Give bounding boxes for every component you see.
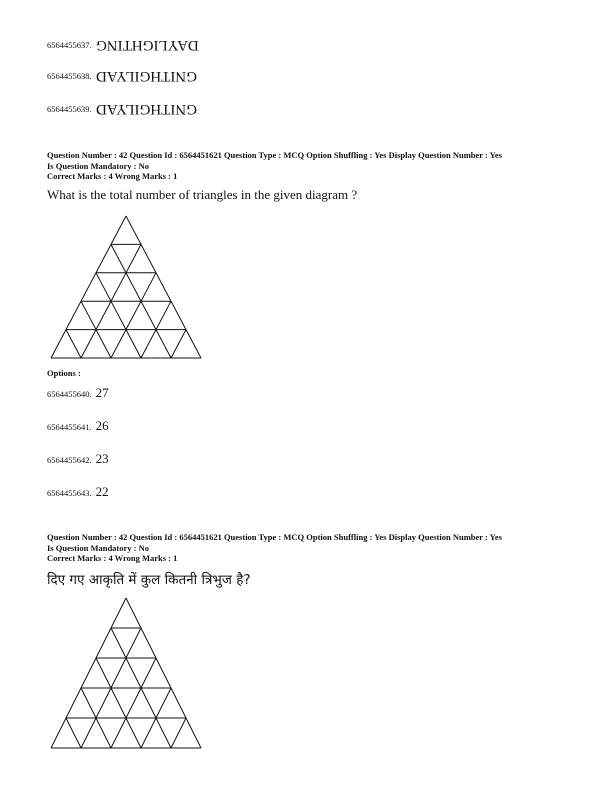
option-number: 6564455641. [47, 422, 92, 432]
option-number: 6564455639. [47, 104, 92, 114]
question-meta-line: Question Number : 42 Question Id : 6564451621 Question Type : MCQ Option Shuffling : Yes Display Question Number : Yes [47, 532, 502, 542]
option-value: 22 [95, 484, 109, 499]
triangle-edge [66, 330, 81, 358]
question-meta-line: Question Number : 42 Question Id : 6564451621 Question Type : MCQ Option Shuffling : Yes Display Question Number : Yes [47, 150, 502, 160]
option-3[interactable] [47, 451, 109, 467]
prev-option-2[interactable] [47, 67, 197, 84]
option-value: GNITHGILYAD [95, 68, 197, 84]
option-number: 6564455640. [47, 389, 92, 399]
prev-option-1[interactable] [47, 36, 198, 53]
triangle-edge [66, 718, 81, 748]
prev-option-3[interactable] [47, 100, 197, 117]
option-number: 6564455643. [47, 488, 92, 498]
triangle-edge [51, 598, 126, 748]
option-value: 23 [95, 451, 109, 466]
triangle-edge [51, 216, 126, 358]
triangle-edge [96, 273, 141, 358]
question-text-hindi: दिए गए आकृति में कुल कितनी त्रिभुज है? [47, 572, 251, 588]
triangle-edge [96, 658, 141, 748]
option-2[interactable] [47, 418, 109, 434]
question-meta-hindi [47, 532, 587, 564]
triangle-figure [51, 598, 201, 748]
question-meta-line: Correct Marks : 4 Wrong Marks : 1 [47, 553, 178, 563]
question-meta [47, 150, 587, 182]
option-value: 27 [95, 385, 109, 400]
question-meta-line: Correct Marks : 4 Wrong Marks : 1 [47, 171, 178, 181]
question-meta-line: Is Question Mandatory : No [47, 542, 150, 553]
triangle-diagram [50, 212, 210, 362]
option-number: 6564455638. [47, 71, 92, 81]
option-4[interactable] [47, 484, 109, 500]
triangle-diagram-hindi [50, 594, 210, 752]
option-value: 26 [95, 418, 109, 433]
option-number: 6564455642. [47, 455, 92, 465]
triangle-figure [51, 216, 201, 358]
option-value: DAYLIGHTING [95, 37, 199, 53]
triangle-edge [126, 598, 201, 748]
question-text: What is the total number of triangles in the given diagram ? [47, 187, 358, 202]
options-label: Options : [47, 368, 81, 378]
option-1[interactable] [47, 385, 109, 401]
triangle-edge [171, 718, 186, 748]
triangle-edge [126, 216, 201, 358]
question-meta-line: Is Question Mandatory : No [47, 160, 150, 171]
option-value: GNITHGILYAD [95, 101, 197, 117]
triangle-edge [111, 273, 156, 358]
option-number: 6564455637. [47, 40, 92, 50]
triangle-edge [171, 330, 186, 358]
triangle-edge [111, 658, 156, 748]
